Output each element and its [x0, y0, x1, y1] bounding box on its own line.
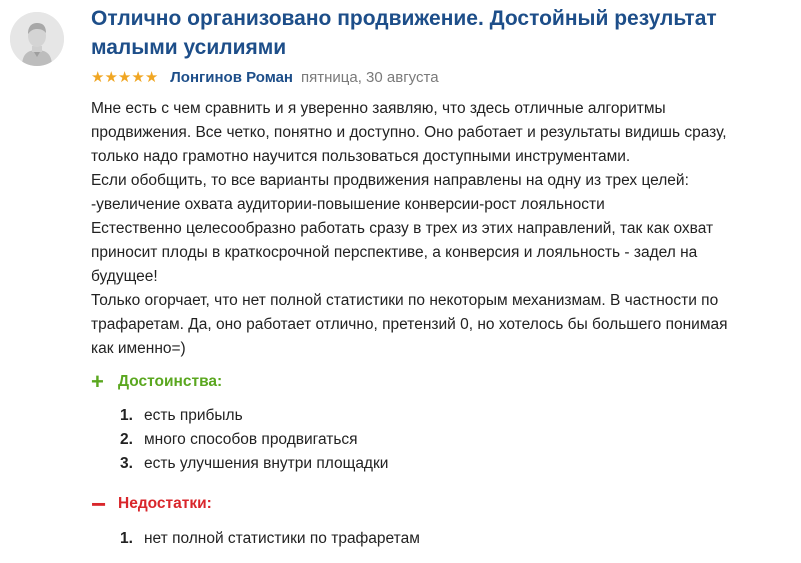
item-number: 1. [120, 407, 133, 424]
star-icon: ★ [144, 68, 159, 86]
list-item [120, 527, 420, 551]
star-icon: ★ [104, 68, 118, 86]
rating-stars [91, 70, 158, 85]
body-line: Только огорчает, что нет полной статистики по некоторым механизмам. В частности по [91, 292, 719, 309]
star-icon: ★ [91, 68, 105, 86]
item-number: 2. [120, 431, 133, 448]
review-meta [91, 67, 439, 87]
review-date: пятница, 30 августа [301, 68, 439, 86]
avatar [10, 12, 64, 66]
cons-label: Недостатки: [118, 495, 212, 512]
cons-list [120, 527, 420, 551]
star-icon: ★ [117, 68, 132, 86]
body-line: как именно=) [91, 340, 186, 357]
body-line: будущее! [91, 268, 158, 285]
body-line: Если обобщить, то все варианты продвижения направлены на одну из трех целей: [91, 172, 689, 189]
body-line: -увеличение охвата аудитории-повышение конверсии-рост лояльности [91, 196, 605, 213]
list-item [120, 404, 388, 428]
review-title[interactable]: Отлично организовано продвижение. Достойный результат малыми усилиями [91, 7, 717, 59]
plus-icon: + [91, 369, 104, 394]
minus-icon: − [91, 489, 107, 519]
body-line: только надо грамотно научится пользоваться доступными инструментами. [91, 148, 631, 165]
list-item [120, 428, 388, 452]
body-line: Естественно целесообразно работать сразу в трех из этих направлений, так как охват [91, 220, 714, 237]
body-line: Мне есть с чем сравнить и я уверенно заявляю, что здесь отличные алгоритмы [91, 100, 666, 117]
pros-label: Достоинства: [118, 373, 223, 390]
pros-heading [91, 370, 222, 394]
star-icon: ★ [131, 68, 145, 86]
item-number: 3. [120, 455, 133, 472]
review-body [91, 97, 791, 361]
user-avatar-icon [10, 12, 64, 66]
body-line: продвижения. Все четко, понятно и доступно. Оно работает и результаты видишь сразу, [91, 124, 727, 141]
item-text: нет полной статистики по трафаретам [144, 530, 420, 547]
body-line: трафаретам. Да, оно работает отлично, претензий 0, но хотелось бы большего понимая [91, 316, 728, 333]
body-line: приносит плоды в краткосрочной перспективе, а конверсия и лояльность - задел на [91, 244, 698, 261]
author-name[interactable]: Лонгинов Роман [170, 68, 293, 86]
pros-list [120, 404, 388, 476]
cons-heading [91, 489, 212, 519]
item-text: есть улучшения внутри площадки [144, 455, 389, 472]
item-text: много способов продвигаться [144, 431, 358, 448]
item-text: есть прибыль [144, 407, 243, 424]
list-item [120, 452, 388, 476]
item-number: 1. [120, 530, 133, 547]
